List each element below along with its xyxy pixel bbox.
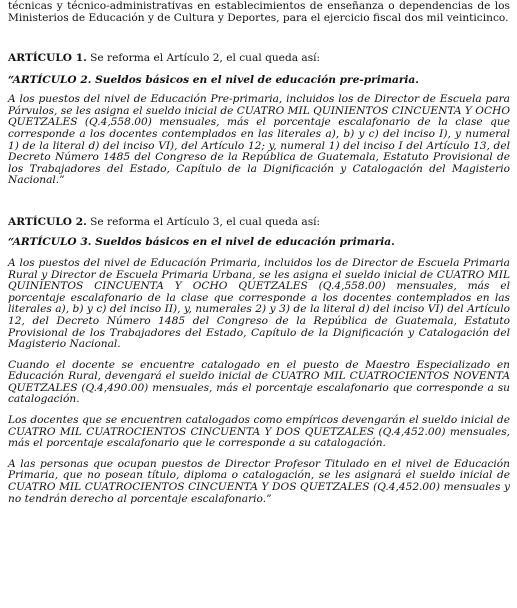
document-page [8,0,510,505]
article-2-heading [8,216,510,228]
article-2-paragraph-1: A los puestos del nivel de Educación Primaria, incluidos los de Director de Escuela Primaria Rural y Director de Escuela Primaria Urbana, se les asigna el sueldo inicial de CUATRO MIL QUINIENTOS CINCUENTA Y OCHO QUETZALES (Q.4,558.00) mensuales, más el porcentaje escalafonario de la clase que corresponde a los docentes contemplados en las literales a), b) y c) del inciso II), y, numerales 2) y 3) de la literal d) del inciso VI) del Artículo 12, del Decreto Número 1485 del Congreso de la República de Guatemala, Estatuto Provisional de los Trabajadores del Estado, Capítulo de la Dignificación y Catalogación del Magisterio Nacional. [8,256,510,351]
article-2-paragraph-4: A las personas que ocupan puestos de Director Profesor Titulado en el nivel de Educación Primaria, que no posean título, diploma o catalogación, se les asignará el sueldo inicial de CUATRO MIL CUATROCIENTOS CINCUENTA Y DOS QUETZALES (Q.4,452.00) mensuales y no tendrán derecho al porcentaje escalafonario.” [8,457,510,505]
spacer [8,228,510,236]
article-2-instruction: Se reforma el Artículo 3, el cual queda así: [86,215,321,228]
article-2-label: ARTÍCULO 2. [8,215,87,228]
article-2-title: “ARTÍCULO 3. Sueldos básicos en el nivel de educación primaria. [8,235,395,248]
article-1-label: ARTÍCULO 1. [8,52,87,65]
intro-paragraph: técnicas y técnico-administrativas en establecimientos de enseñanza o dependencias de los Ministerios de Educación y de Cultura y Deportes, para el ejercicio fiscal dos mil veinticinco. [8,0,510,24]
article-2-paragraph-2: Cuando el docente se encuentre catalogado en el puesto de Maestro Especializado en Educación Rural, devengará el sueldo inicial de CUATRO MIL CUATROCIENTOS NOVENTA QUETZALES (Q.4,490.00) mensuales, más el porcentaje escalafonario que corresponde a su catalogación. [8,358,510,406]
spacer [8,64,510,74]
article-1-body: A los puestos del nivel de Educación Pre-primaria, incluidos los de Director de Escuela para Párvulos, se les asigna el sueldo inicial de CUATRO MIL QUINIENTOS CINCUENTA Y OCHO QUETZALES (Q.4,558.00) mensuales, más el porcentaje escalafonario de la clase que corresponde a los docentes contemplados en las literales a), b) y c) del inciso I), y numeral 1) de la literal d) del inciso VI), del Artículo 12; y, numeral 1) del inciso I del Artículo 13, del Decreto Número 1485 del Congreso de la República de Guatemala, Estatuto Provisional de los Trabajadores del Estado, Capítulo de la Dignificación y Catalogación del Magisterio Nacional.” [8,93,510,187]
article-2-paragraph-3: Los docentes que se encuentren catalogados como empíricos devengarán el sueldo inicial de CUATRO MIL CUATROCIENTOS CINCUENTA Y DOS QUETZALES (Q.4,452.00) mensuales, más el porcentaje escalafonario que le corresponde a su catalogación. [8,414,510,450]
spacer [8,24,510,52]
article-1-instruction: Se reforma el Artículo 2, el cual queda así: [86,52,321,65]
article-1-heading [8,52,510,64]
article-1-title: “ARTÍCULO 2. Sueldos básicos en el nivel de educación pre-primaria. [8,74,419,87]
spacer [8,187,510,216]
